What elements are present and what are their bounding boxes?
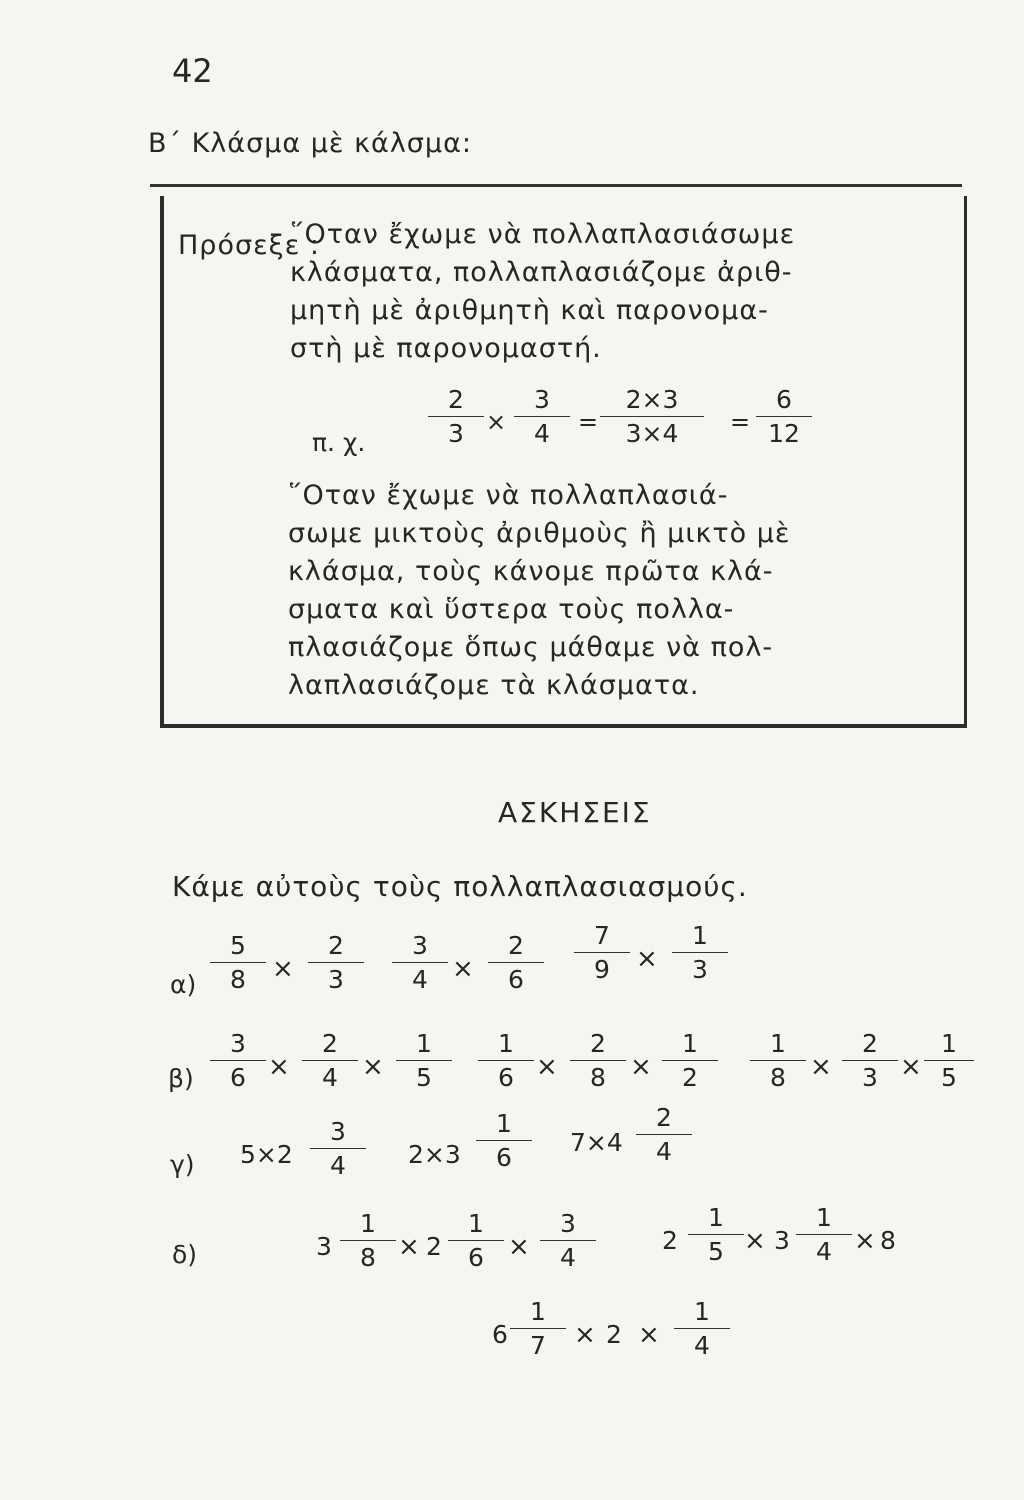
fraction: $\frac{3}{4}$	[392, 932, 448, 994]
fraction: $\frac{1}{7}$	[510, 1298, 566, 1360]
fraction: $\frac{1}{5}$	[396, 1030, 452, 1092]
mixed-whole-part: 3	[316, 1232, 332, 1261]
notice-line: ῞Οταν ἔχωμε νὰ πολλαπλασιά-	[288, 480, 729, 511]
notice-paragraph-2	[288, 477, 791, 705]
fraction: $\frac{1}{6}$	[476, 1110, 532, 1172]
times-sign: ×	[638, 1320, 660, 1350]
exercises-intro: Κάμε αὐτοὺς τοὺς πολλαπλασιασμούς.	[172, 870, 748, 903]
fraction: $\frac{1}{4}$	[796, 1204, 852, 1266]
example-fraction: $\frac{2}{3}$	[428, 386, 484, 448]
mixed-whole-part: 7×4	[570, 1128, 623, 1157]
example-product-fraction: $\frac{2\times 3}{3\times 4}$	[600, 386, 704, 448]
notice-line: στὴ μὲ παρονομαστή.	[290, 333, 602, 364]
times-sign: ×	[268, 1052, 290, 1082]
exercise-label: γ)	[170, 1150, 195, 1179]
equals-sign: =	[730, 408, 751, 436]
fraction: $\frac{1}{3}$	[672, 922, 728, 984]
notice-line: σωμε μικτοὺς ἀριθμοὺς ἢ μικτὸ μὲ	[288, 518, 791, 549]
times-sign: ×	[398, 1232, 420, 1262]
notice-line: ῞Οταν ἔχωμε νὰ πολλαπλασιάσωμε	[290, 219, 796, 250]
times-sign: ×	[536, 1052, 558, 1082]
times-sign: ×	[810, 1052, 832, 1082]
fraction: $\frac{3}{4}$	[540, 1210, 596, 1272]
fraction: $\frac{1}{4}$	[674, 1298, 730, 1360]
fraction: $\frac{3}{4}$	[310, 1118, 366, 1180]
times-sign: ×	[744, 1226, 766, 1256]
fraction: $\frac{1}{2}$	[662, 1030, 718, 1092]
mixed-whole-part: 6	[492, 1320, 508, 1349]
times-sign: ×	[452, 954, 474, 984]
mixed-whole-part: 2	[426, 1232, 442, 1261]
exercise-label: α)	[170, 970, 197, 999]
times-sign: ×	[508, 1232, 530, 1262]
times-sign: ×	[362, 1052, 384, 1082]
exercises-title: ΑΣΚΗΣΕΙΣ	[498, 796, 652, 829]
fraction: $\frac{1}{5}$	[688, 1204, 744, 1266]
section-heading: Β΄ Κλάσμα μὲ κάλσμα:	[148, 128, 472, 159]
times-sign: ×	[900, 1052, 922, 1082]
box-top-rule	[150, 184, 962, 187]
fraction: $\frac{2}{3}$	[308, 932, 364, 994]
times-sign: ×	[574, 1320, 596, 1350]
fraction: $\frac{7}{9}$	[574, 922, 630, 984]
fraction: $\frac{1}{5}$	[924, 1030, 974, 1092]
example-prefix: π. χ.	[312, 428, 366, 457]
notice-line: μητὴ μὲ ἀριθμητὴ καὶ παρονομα-	[290, 295, 769, 326]
page-number: 42	[172, 52, 213, 90]
times-sign: ×	[486, 408, 507, 436]
mixed-whole-part: 5×2	[240, 1140, 293, 1169]
mixed-whole-part: 2	[662, 1226, 678, 1255]
equals-sign: =	[578, 408, 599, 436]
fraction: $\frac{2}{6}$	[488, 932, 544, 994]
fraction: $\frac{2}{4}$	[636, 1104, 692, 1166]
fraction: $\frac{1}{6}$	[478, 1030, 534, 1092]
notice-line: πλασιάζομε ὅπως μάθαμε νὰ πολ-	[288, 632, 774, 663]
times-sign: ×	[630, 1052, 652, 1082]
whole-number: 2	[606, 1320, 622, 1349]
fraction: $\frac{3}{6}$	[210, 1030, 266, 1092]
notice-line: κλάσματα, πολλαπλασιάζομε ἀριθ-	[290, 257, 793, 288]
fraction: $\frac{1}{8}$	[340, 1210, 396, 1272]
mixed-whole-part: 2×3	[408, 1140, 461, 1169]
exercise-label: β)	[168, 1064, 194, 1093]
fraction: $\frac{2}{8}$	[570, 1030, 626, 1092]
notice-label: Πρόσεξε :	[178, 230, 320, 261]
example-fraction: $\frac{3}{4}$	[514, 386, 570, 448]
notice-line: σματα καὶ ὕστερα τοὺς πολλα-	[288, 594, 735, 625]
example-result-fraction: $\frac{6}{12}$	[756, 386, 812, 448]
fraction: $\frac{1}{6}$	[448, 1210, 504, 1272]
notice-line: κλάσμα, τοὺς κάνομε πρῶτα κλά-	[288, 556, 774, 587]
notice-paragraph-1	[290, 216, 795, 368]
times-sign: ×	[272, 954, 294, 984]
times-sign: ×	[854, 1226, 876, 1256]
fraction: $\frac{5}{8}$	[210, 932, 266, 994]
fraction: $\frac{1}{8}$	[750, 1030, 806, 1092]
whole-number: 8	[880, 1226, 896, 1255]
fraction: $\frac{2}{3}$	[842, 1030, 898, 1092]
notice-line: λαπλασιάζομε τὰ κλάσματα.	[288, 670, 700, 701]
times-sign: ×	[636, 944, 658, 974]
exercise-label: δ)	[172, 1240, 198, 1269]
mixed-whole-part: 3	[774, 1226, 790, 1255]
fraction: $\frac{2}{4}$	[302, 1030, 358, 1092]
